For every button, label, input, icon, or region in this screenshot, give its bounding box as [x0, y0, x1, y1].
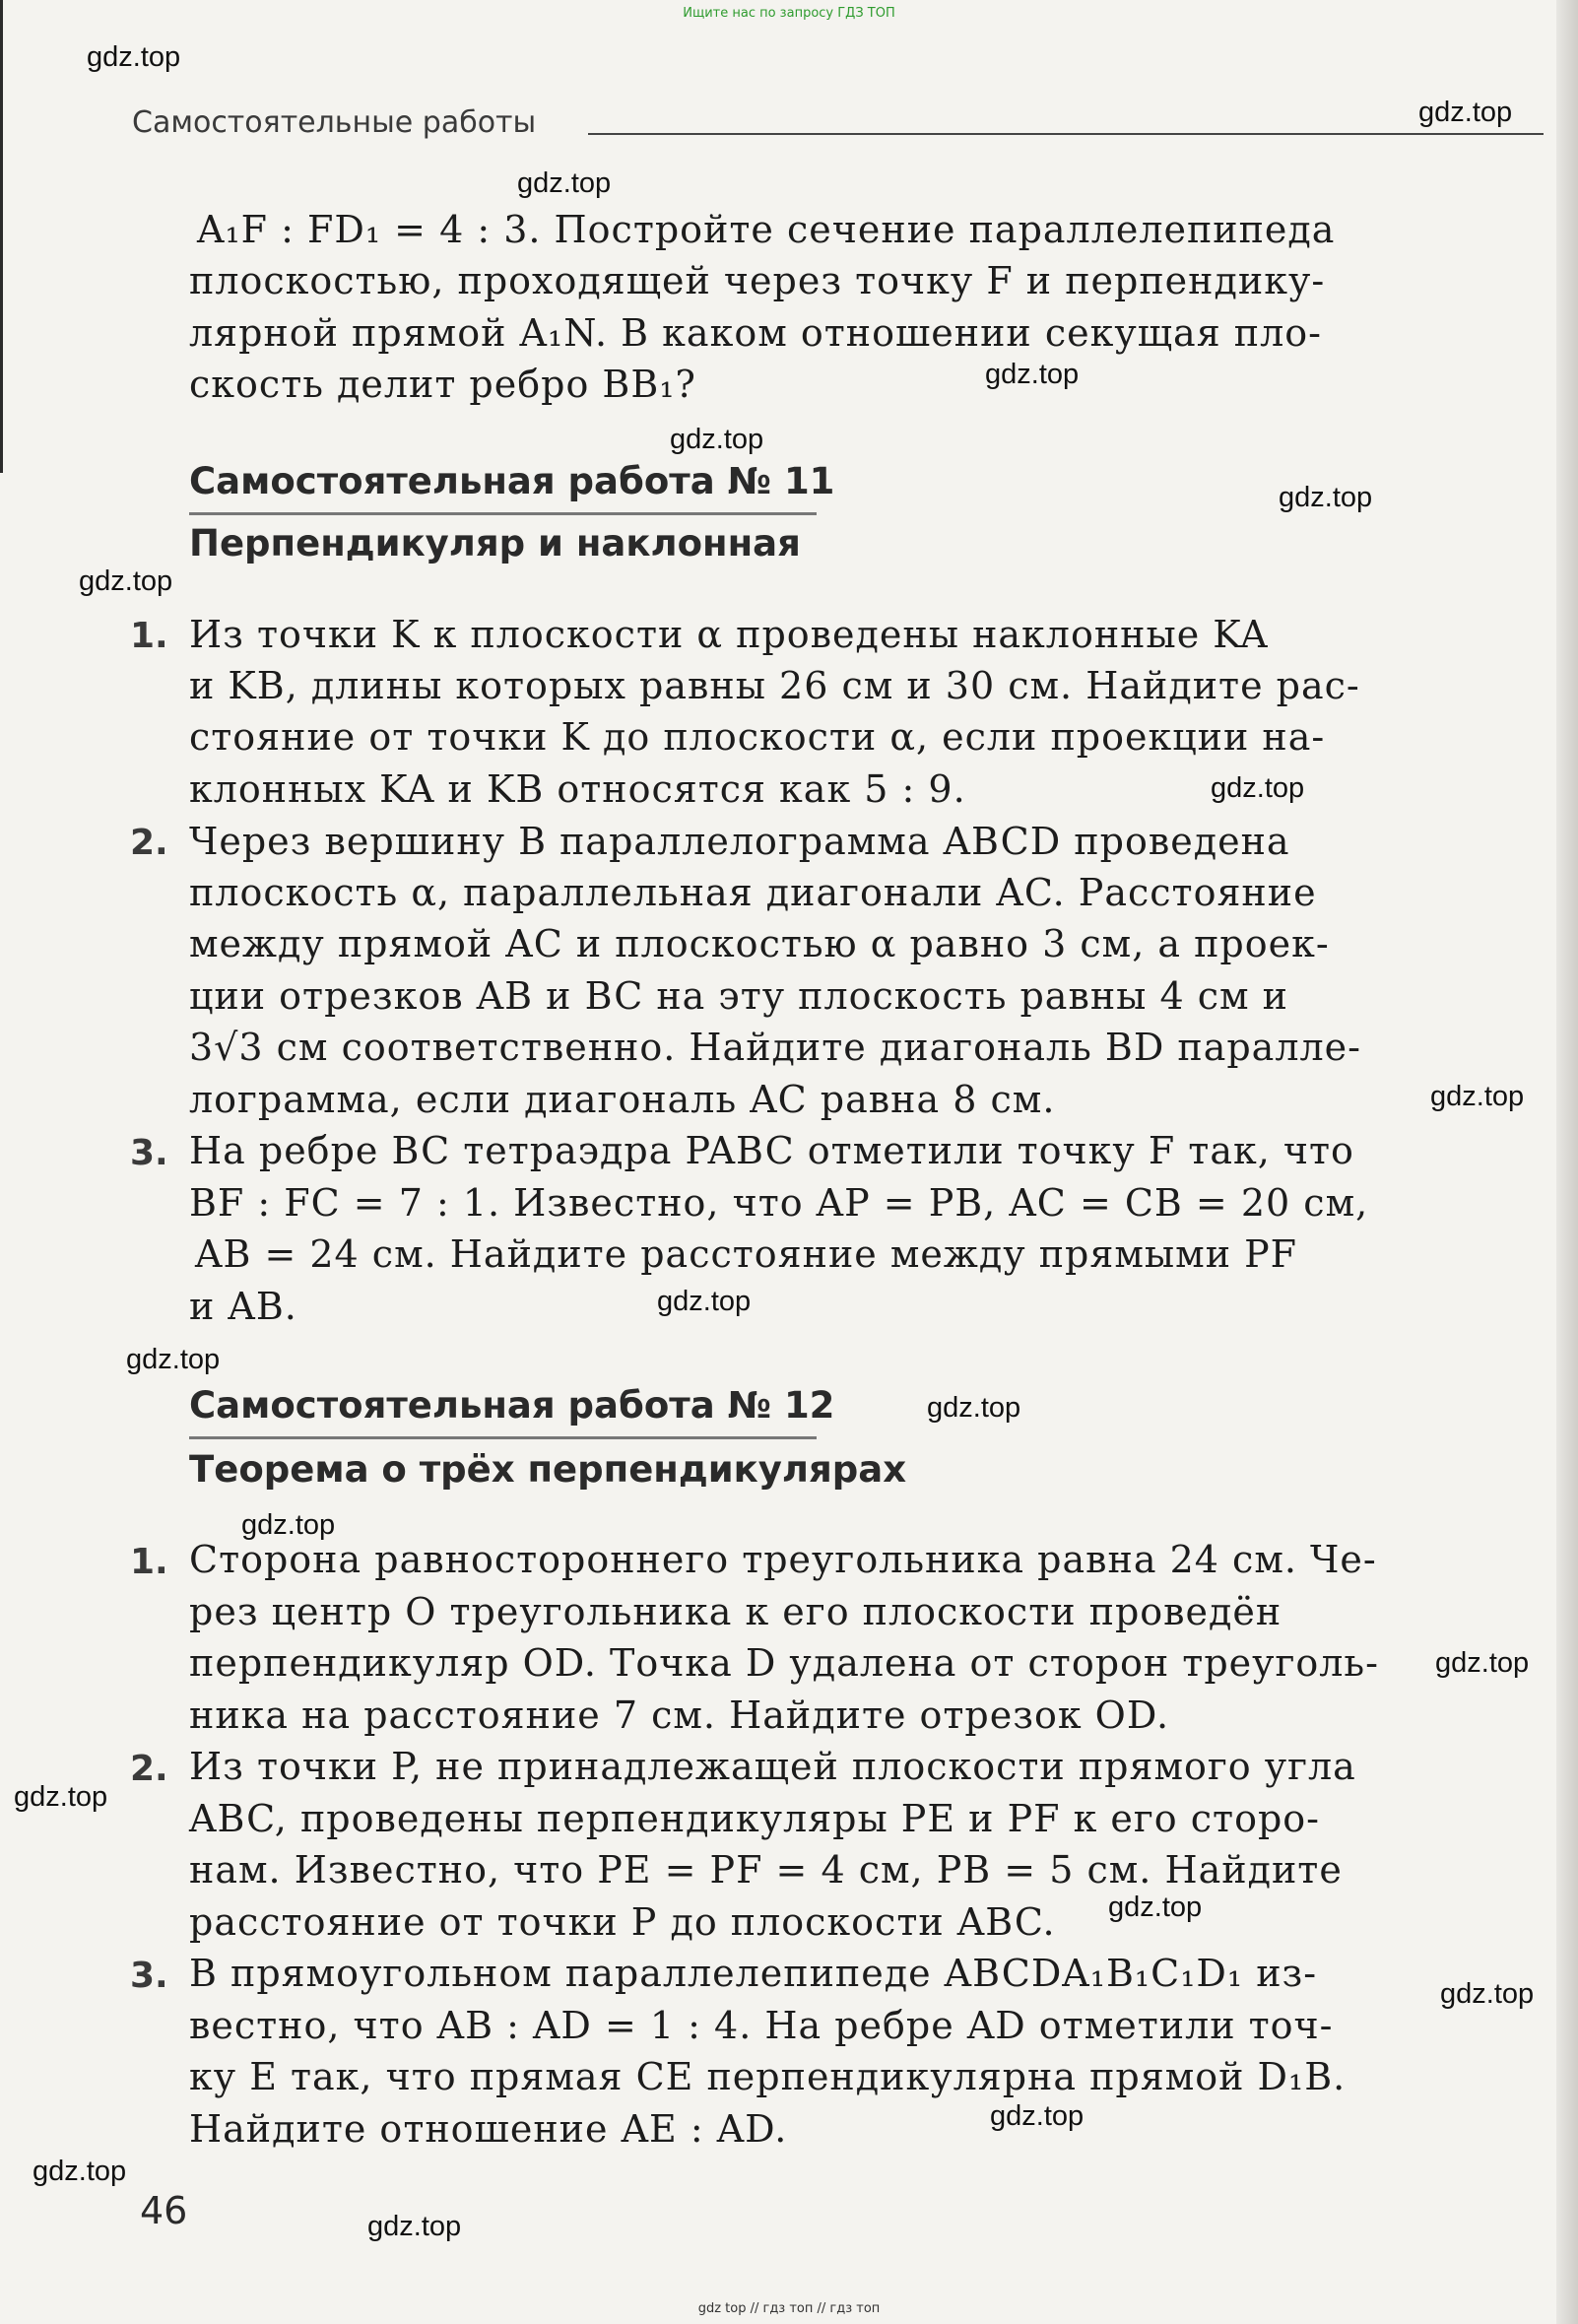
s11-problem-2-number: 2. — [130, 823, 168, 863]
s12-p3-line-4: Найдите отношение AE : AD. — [189, 2107, 788, 2151]
s12-p1-line-1: Сторона равностороннего треугольника равна 24 см. Че- — [189, 1538, 1377, 1581]
s11-p1-line-4: клонных KA и KB относятся как 5 : 9. — [189, 767, 966, 811]
s11-problem-1-number: 1. — [130, 616, 168, 656]
watermark: gdz.top — [1430, 1081, 1525, 1112]
intro-line-3: лярной прямой A₁N. В каком отношении секущая пло- — [189, 311, 1322, 355]
watermark: gdz.top — [1211, 772, 1305, 804]
s12-p2-line-1: Из точки P, не принадлежащей плоскости прямого угла — [189, 1745, 1356, 1788]
s11-p3-line-1: На ребре BC тетраэдра PABC отметили точку F так, что — [189, 1129, 1354, 1172]
s11-p3-line-2: BF : FC = 7 : 1. Известно, что AP = PB, AC = CB = 20 см, — [189, 1181, 1369, 1225]
watermark: gdz.top — [1279, 482, 1373, 513]
s12-problem-1-number: 1. — [130, 1542, 168, 1582]
section-11-subtitle: Перпендикуляр и наклонная — [189, 522, 801, 564]
s11-p1-line-2: и KB, длины которых равны 26 см и 30 см. Найдите рас- — [189, 664, 1360, 707]
s11-p1-line-1: Из точки K к плоскости α проведены наклонные KA — [189, 613, 1269, 656]
watermark: gdz.top — [985, 359, 1080, 390]
s12-p2-line-4: расстояние от точки P до плоскости ABC. — [189, 1900, 1056, 1944]
s12-p2-line-3: нам. Известно, что PE = PF = 4 см, PB = 5 см. Найдите — [189, 1848, 1343, 1892]
running-header-title: Самостоятельные работы — [132, 105, 537, 140]
section-12-title: Самостоятельная работа № 12 — [189, 1384, 835, 1427]
watermark: gdz.top — [241, 1509, 336, 1541]
s12-p2-line-2: ABC, проведены перпендикуляры PE и PF к его сторо- — [189, 1797, 1320, 1840]
s11-p2-line-5: 3√3 см соответственно. Найдите диагональ BD паралле- — [189, 1026, 1361, 1069]
top-search-note: Ищите нас по запросу ГДЗ ТОП — [683, 6, 895, 21]
watermark: gdz.top — [79, 565, 173, 597]
bottom-note: gdz top // гдз топ // гдз топ — [697, 2301, 881, 2316]
section-11-rule — [189, 512, 817, 515]
watermark: gdz.top — [87, 41, 181, 73]
page-edge-shadow — [1556, 0, 1578, 2324]
s12-p1-line-2: рез центр O треугольника к его плоскости проведён — [189, 1590, 1282, 1633]
watermark: gdz.top — [990, 2100, 1085, 2132]
s12-problem-2-number: 2. — [130, 1749, 168, 1789]
watermark: gdz.top — [33, 2156, 127, 2187]
watermark: gdz.top — [927, 1392, 1021, 1424]
s12-p3-line-2: вестно, что AB : AD = 1 : 4. На ребре AD отметили точ- — [189, 2004, 1334, 2047]
s11-p2-line-4: ции отрезков AB и BC на эту плоскость равны 4 см и — [189, 974, 1289, 1018]
s11-p2-line-1: Через вершину B параллелограмма ABCD проведена — [189, 820, 1290, 863]
watermark: gdz.top — [657, 1286, 752, 1317]
s11-p3-line-3: AB = 24 см. Найдите расстояние между прямыми PF — [195, 1232, 1298, 1276]
intro-line-2: плоскостью, проходящей через точку F и перпендику- — [189, 259, 1326, 302]
s12-p1-line-4: ника на расстояние 7 см. Найдите отрезок OD. — [189, 1693, 1170, 1737]
watermark: gdz.top — [670, 424, 764, 455]
watermark: gdz.top — [1418, 97, 1513, 128]
s12-p3-line-1: В прямоугольном параллелепипеде ABCDA₁B₁C₁D₁ из- — [189, 1952, 1318, 1995]
watermark: gdz.top — [126, 1344, 221, 1375]
watermark: gdz.top — [517, 167, 612, 199]
s11-p1-line-3: стояние от точки K до плоскости α, если проекции на- — [189, 715, 1326, 759]
section-12-subtitle: Теорема о трёх перпендикулярах — [189, 1448, 907, 1491]
running-header-rule — [588, 133, 1544, 135]
intro-line-1: A₁F : FD₁ = 4 : 3. Постройте сечение параллелепипеда — [197, 208, 1336, 251]
watermark: gdz.top — [1435, 1647, 1530, 1679]
watermark: gdz.top — [14, 1781, 108, 1813]
s12-p3-line-3: ку E так, что прямая CE перпендикулярна прямой D₁B. — [189, 2055, 1347, 2098]
left-margin-rule — [0, 0, 3, 473]
watermark: gdz.top — [1440, 1978, 1535, 2010]
s11-p3-line-4: и AB. — [189, 1285, 297, 1328]
s12-problem-3-number: 3. — [130, 1956, 168, 1996]
running-header — [132, 105, 1413, 145]
s11-p2-line-3: между прямой AC и плоскостью α равно 3 см, а проек- — [189, 922, 1330, 965]
page-number: 46 — [140, 2189, 188, 2232]
intro-line-4: скость делит ребро BB₁? — [189, 363, 696, 406]
s11-p2-line-2: плоскость α, параллельная диагонали AC. Расстояние — [189, 871, 1317, 914]
watermark: gdz.top — [367, 2211, 462, 2242]
s11-problem-3-number: 3. — [130, 1133, 168, 1173]
watermark: gdz.top — [1108, 1892, 1203, 1923]
section-11-title: Самостоятельная работа № 11 — [189, 460, 835, 502]
s12-p1-line-3: перпендикуляр OD. Точка D удалена от сторон треуголь- — [189, 1641, 1379, 1685]
s11-p2-line-6: лограмма, если диагональ AC равна 8 см. — [189, 1078, 1056, 1121]
section-12-rule — [189, 1436, 817, 1439]
